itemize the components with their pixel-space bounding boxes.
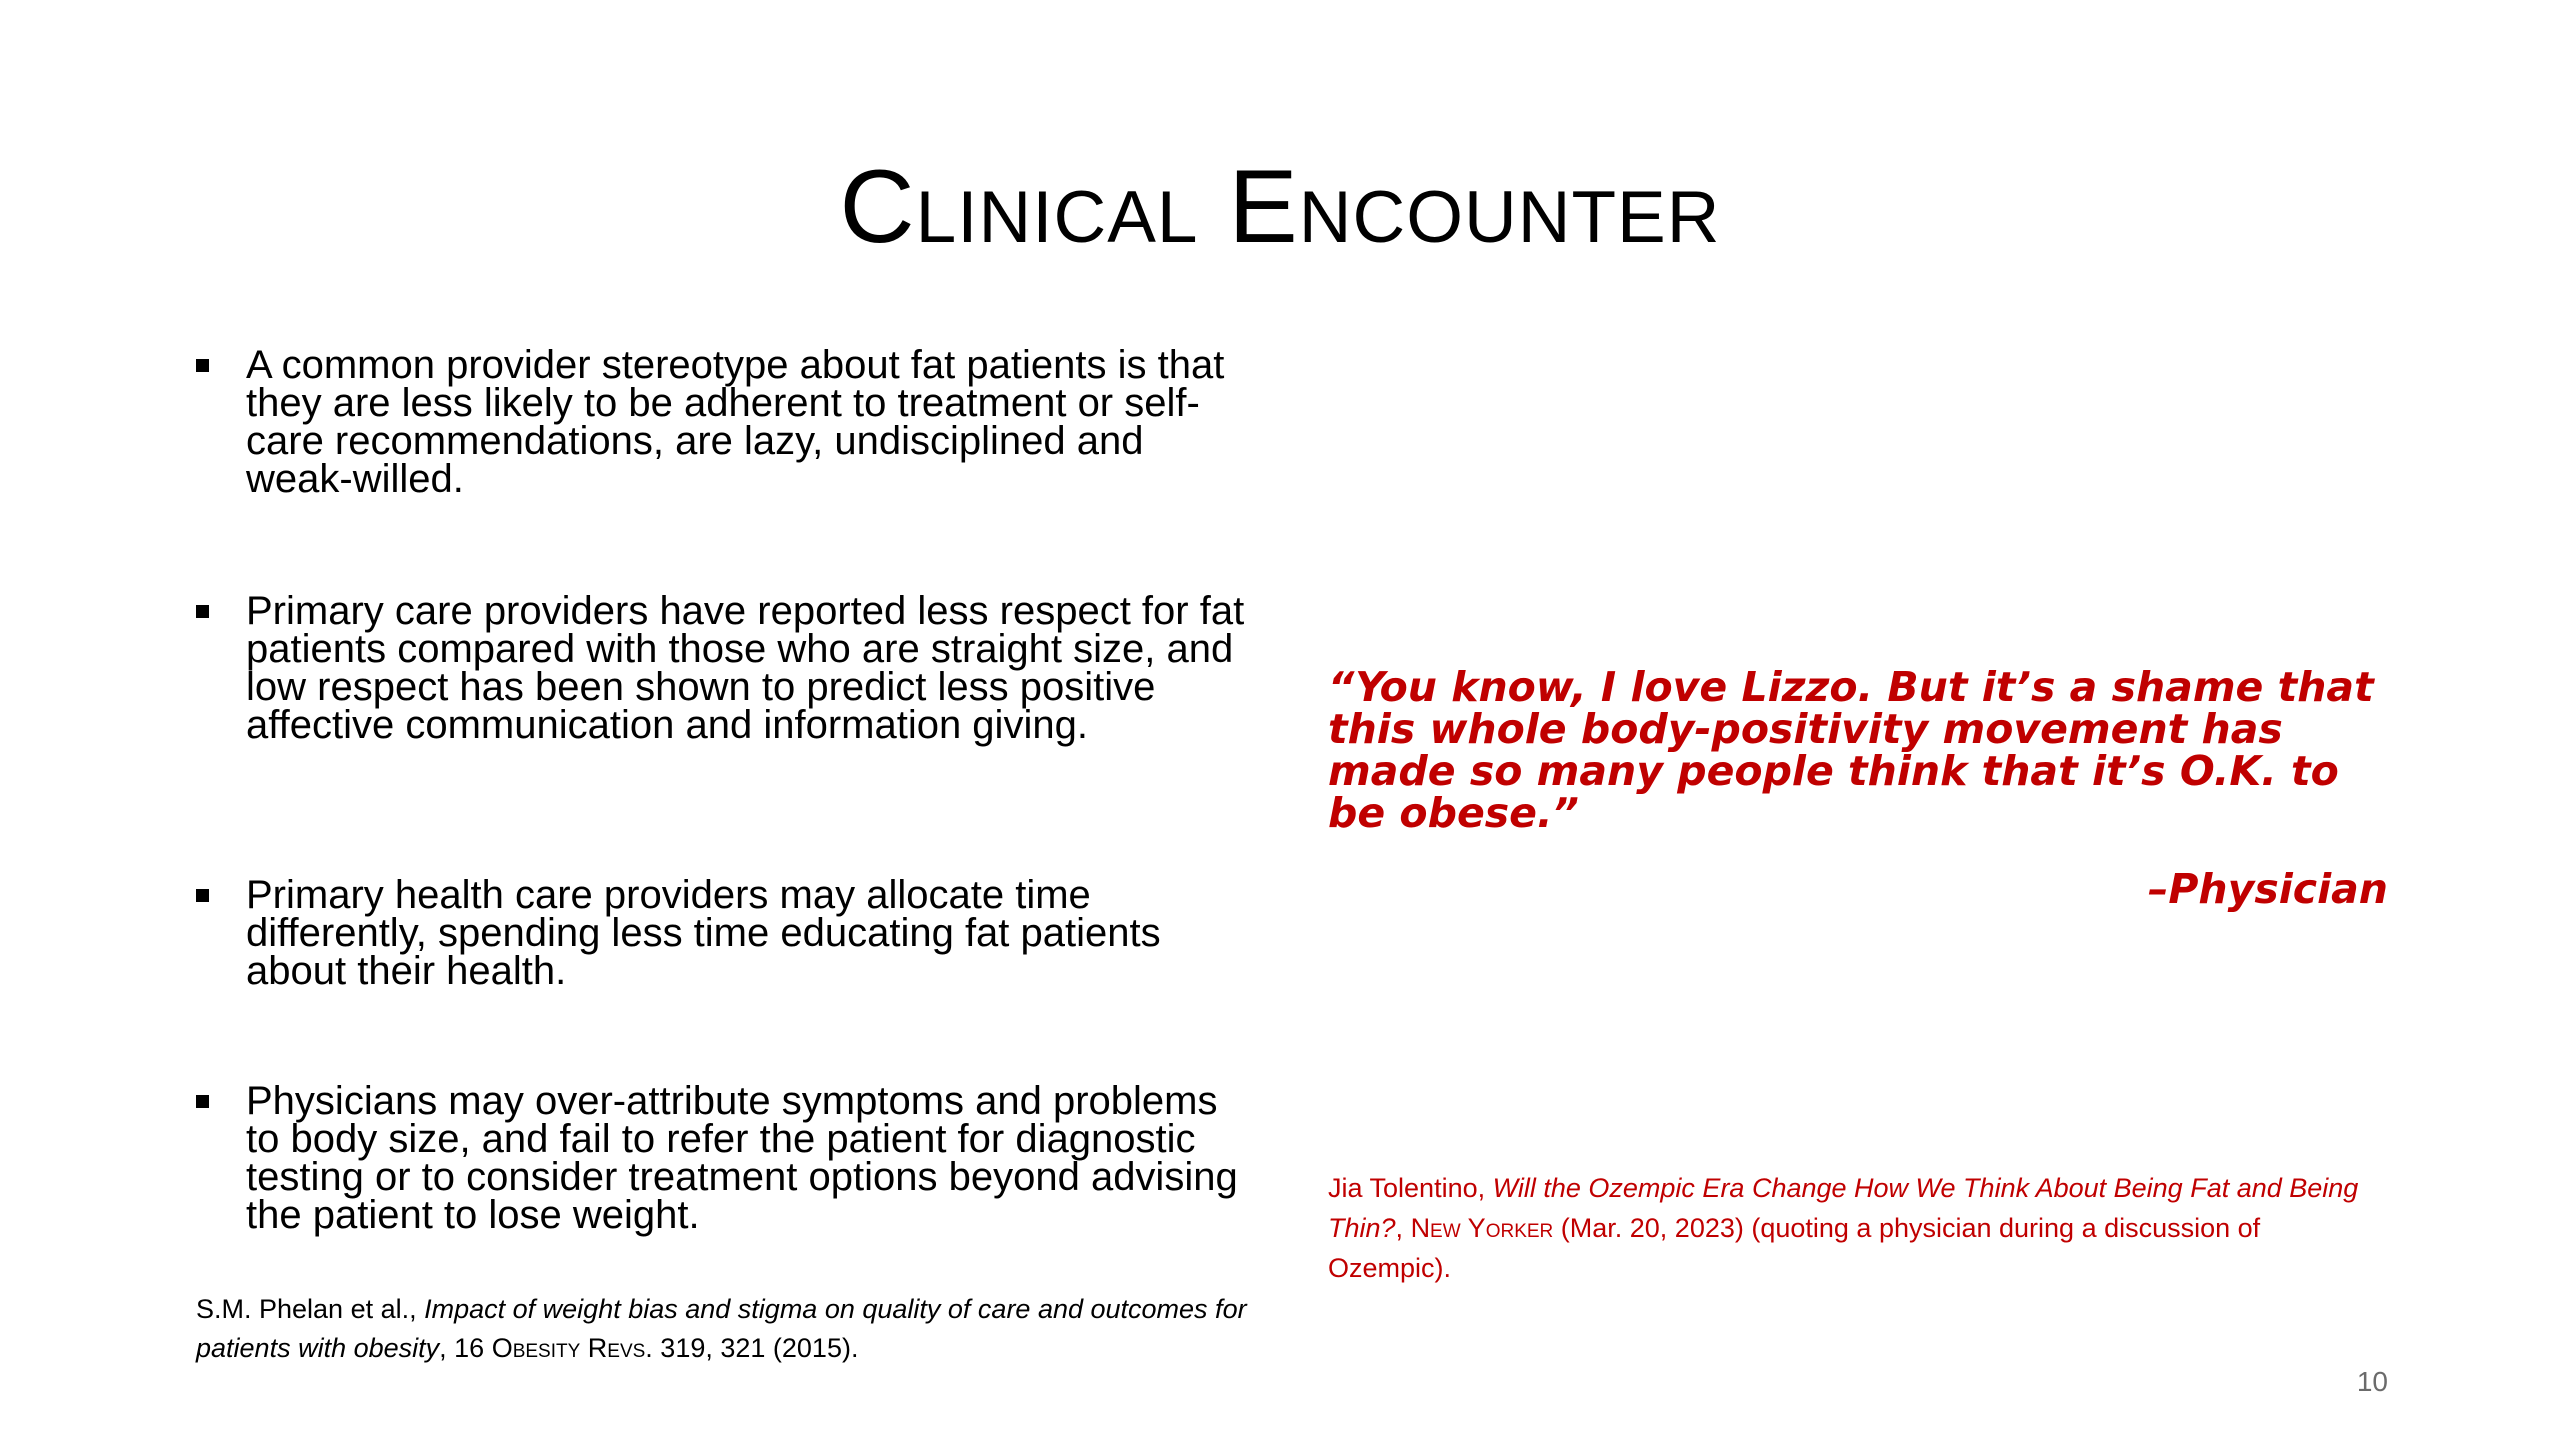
bullet-item <box>196 1079 1256 1237</box>
citation-pages-year: 319, 321 (2015). <box>652 1333 859 1363</box>
square-bullet-icon <box>196 605 209 618</box>
bullet-text: Primary health care providers may allocate time differently, spending less time educating fat patients about their health. <box>246 873 1161 993</box>
citation-author: Jia Tolentino, <box>1328 1173 1493 1203</box>
bullet-item <box>196 589 1256 747</box>
square-bullet-icon <box>196 889 209 902</box>
citation-publication: New Yorker <box>1410 1213 1554 1243</box>
citation-journal: Obesity Revs. <box>491 1333 653 1363</box>
square-bullet-icon <box>196 1095 209 1108</box>
page-number: 10 <box>2356 1366 2388 1397</box>
citation-separator: , <box>1395 1213 1411 1243</box>
bullet-text: Physicians may over-attribute symptoms and problems to body size, and fail to refer the patient for diagnostic testing or to consider treatment options beyond advising the patient to lose weight. <box>246 1079 1238 1237</box>
citation-article-title: Impact of weight bias and stigma on quality of care and outcomes for patients with obesity <box>196 1294 1247 1363</box>
bullet-text: A common provider stereotype about fat patients is that they are less likely to be adherent to treatment or self-care recommendations, are lazy, undisciplined and weak-willed. <box>246 343 1225 501</box>
citation-authors: S.M. Phelan et al., <box>196 1294 425 1324</box>
physician-quote: “You know, I love Lizzo. But it’s a shame that this whole body-positivity movement has made so many people think that it’s O.K. to be obese.” <box>1328 663 2374 837</box>
quote-attribution: –Physician <box>2147 865 2388 913</box>
bullet-text: Primary care providers have reported less respect for fat patients compared with those who are straight size, and low respect has been shown to predict less positive affective communication and information giving. <box>246 589 1245 747</box>
citation-volume: , 16 <box>439 1333 492 1363</box>
citation-article-title: Will the Ozempic Era Change How We Think About Being Fat and Being Thin? <box>1328 1173 2359 1243</box>
bullet-item <box>196 343 1256 501</box>
left-citation <box>196 1290 1296 1368</box>
citation-details: (Mar. 20, 2023) (quoting a physician during a discussion of Ozempic). <box>1328 1213 2261 1283</box>
slide-title: Clinical Encounter <box>839 149 1721 265</box>
bullet-item <box>196 873 1256 993</box>
square-bullet-icon <box>196 359 209 372</box>
right-citation <box>1328 1168 2388 1288</box>
